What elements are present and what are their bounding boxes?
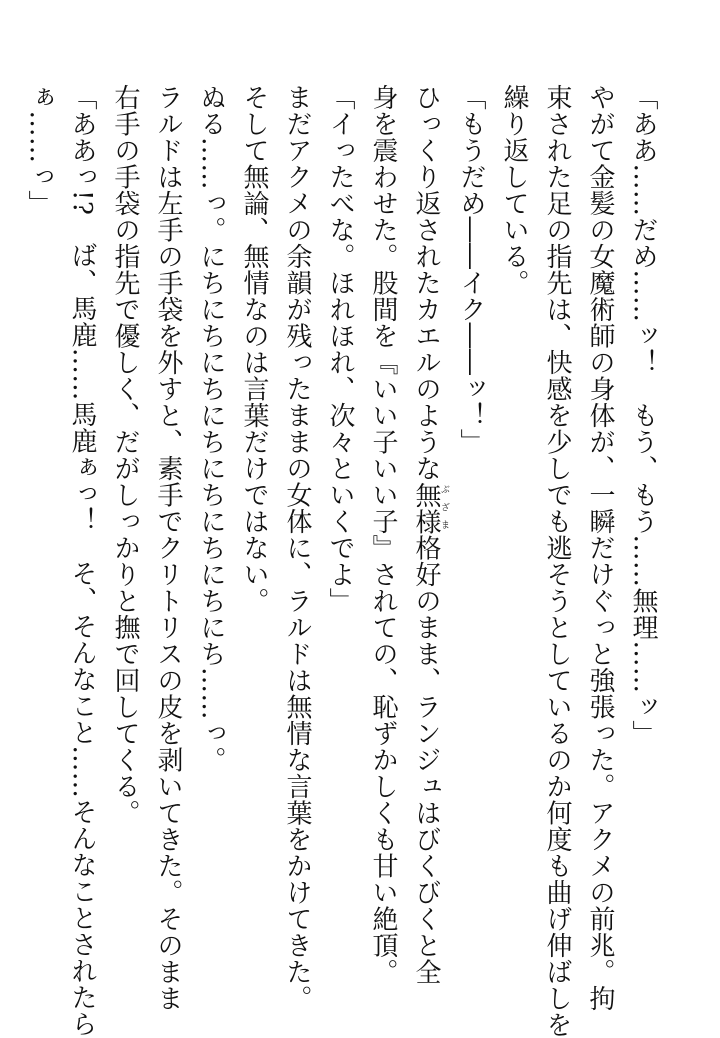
text-line: ぬる……っ。にちにちにちにちにちにちにちにち……っ。 xyxy=(196,84,226,773)
vertical-text-body xyxy=(17,84,664,1038)
text-line: まだアクメの余韻が残ったままの女体に、ラルドは無情な言葉をかけてきた。 xyxy=(282,84,312,1012)
text-fragment: 格好のまま、ランジュはびくびくと全 xyxy=(411,534,441,985)
text-line: 「もうだめ――イク――ッ！」 xyxy=(456,84,486,455)
ruby-word xyxy=(411,481,449,535)
text-line: 「ああっ!? ば、馬鹿……馬鹿ぁっ！ そ、そんなこと……そんなことされたら xyxy=(67,84,97,1037)
text-line: 繰り返している。 xyxy=(499,84,529,296)
text-line-with-ruby xyxy=(404,84,449,984)
text-line: 「イったべな。ほれほれ、次々といくでよ」 xyxy=(325,84,355,614)
text-line: そして無論、無情なのは言葉だけではない。 xyxy=(239,84,269,614)
text-line: やがて金髪の女魔術師の身体が、一瞬だけぐっと強張った。アクメの前兆。拘 xyxy=(585,84,615,1012)
text-line: 束された足の指先は、快感を少しでも逃そうとしているのか何度も曲げ伸ばしを xyxy=(542,84,572,1038)
text-line: ぁ……っ」 xyxy=(24,84,54,217)
ruby-reading: ぶざま xyxy=(439,481,449,535)
text-line: 「ああ……だめ……ッ！ もう、もう……無理……ッ」 xyxy=(628,84,658,747)
text-fragment: ひっくり返されたカエルのような xyxy=(411,84,441,482)
text-line: 右手の手袋の指先で優しく、だがしっかりと撫で回してくる。 xyxy=(110,84,140,826)
text-line: ラルドは左手の手袋を外すと、素手でクリトリスの皮を剥いてきた。そのまま xyxy=(153,84,183,1012)
ruby-base: 無様 xyxy=(411,481,441,535)
text-line: 身を震わせた。股間を『いい子いい子』されての、恥ずかしくも甘い絶頂。 xyxy=(368,84,398,985)
